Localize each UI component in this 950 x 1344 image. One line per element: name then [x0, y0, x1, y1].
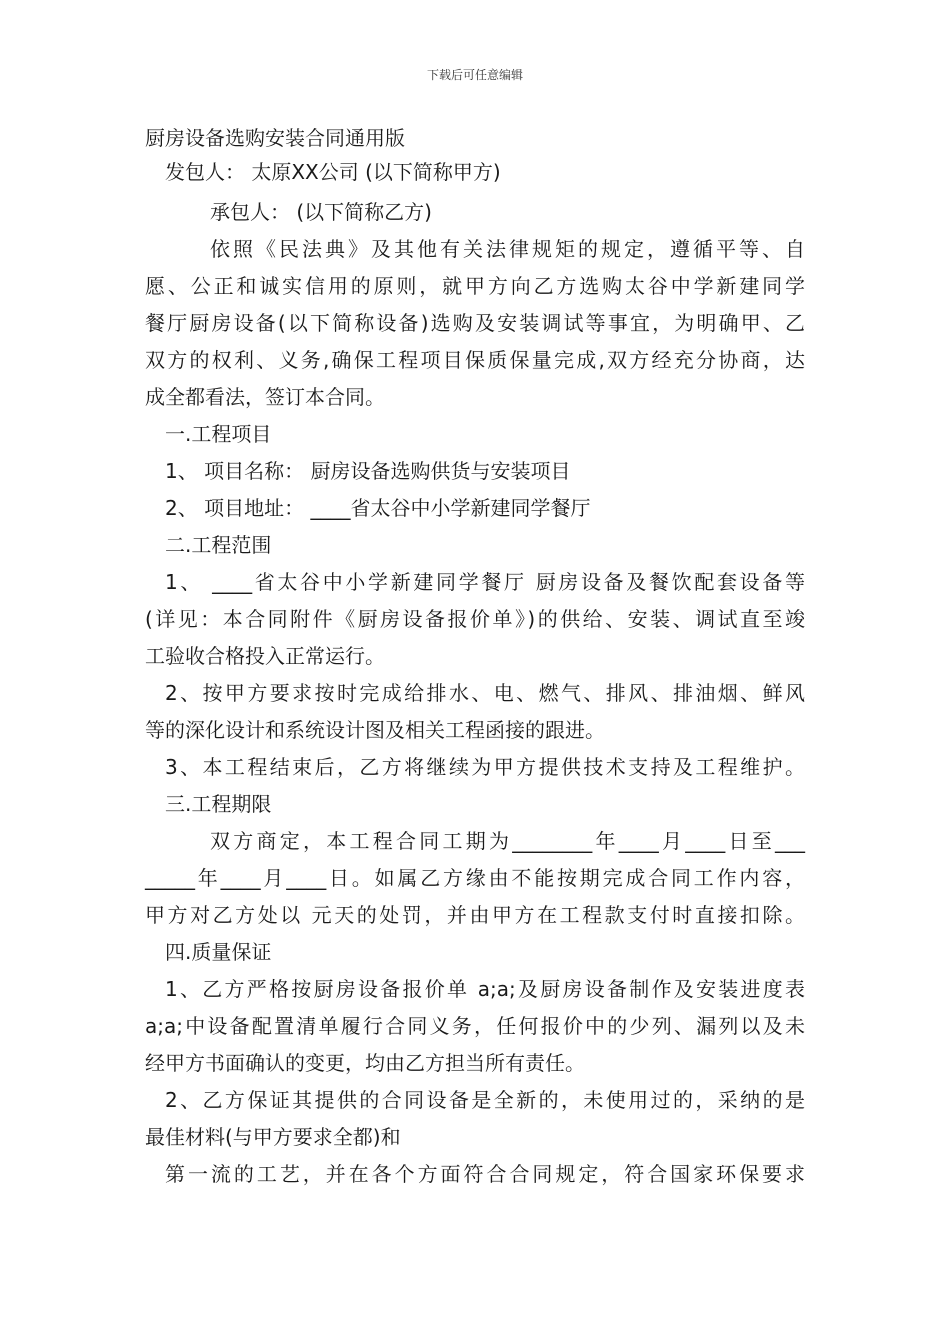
clause-line: 第一流的工艺，并在各个方面符合合同规定，符合国家环保要求: [165, 1162, 805, 1186]
clause-line: 双方商定，本工程合同工期为________年____月____日至___: [210, 829, 805, 853]
clause-line: 1、 项目名称： 厨房设备选购供货与安装项目: [165, 459, 571, 483]
section-heading: 二.工程范围: [165, 533, 272, 557]
section-heading: 三.工程期限: [165, 792, 272, 816]
preamble-line: 愿、公正和诚实信用的原则，就甲方向乙方选购太谷中学新建同学: [145, 274, 805, 298]
clause-line: 甲方对乙方处以 元天的处罚，并由甲方在工程款支付时直接扣除。: [145, 903, 805, 927]
page-header: 下载后可任意编辑: [426, 68, 523, 82]
preamble-line: 餐厅厨房设备(以下简称设备)选购及安装调试等事宜，为明确甲、乙: [145, 311, 805, 335]
clause-line: 2、按甲方要求按时完成给排水、电、燃气、排风、排油烟、鲜风: [165, 681, 805, 705]
document-title: 厨房设备选购安装合同通用版: [145, 126, 405, 150]
clause-line: 最佳材料(与甲方要求全都)和: [145, 1125, 401, 1149]
section-heading: 一.工程项目: [165, 422, 272, 446]
clause-line: 3、本工程结束后，乙方将继续为甲方提供技术支持及工程维护。: [165, 755, 805, 779]
section-heading: 四.质量保证: [165, 940, 272, 964]
clause-line: 2、乙方保证其提供的合同设备是全新的，未使用过的，采纳的是: [165, 1088, 805, 1112]
preamble-line: 成全都看法，签订本合同。: [145, 385, 385, 409]
party-b-line: 承包人： (以下简称乙方): [210, 200, 432, 224]
clause-line: a;a;中设备配置清单履行合同义务，任何报价中的少列、漏列以及未: [145, 1014, 805, 1038]
preamble-line: 依照《民法典》及其他有关法律规矩的规定，遵循平等、自: [210, 237, 805, 261]
clause-line: (详见：本合同附件《厨房设备报价单》)的供给、安装、调试直至竣: [145, 607, 805, 631]
clause-line: 1、 ____省太谷中小学新建同学餐厅 厨房设备及餐饮配套设备等: [165, 570, 805, 594]
party-a-line: 发包人： 太原XX公司 (以下简称甲方): [165, 160, 501, 184]
clause-line: 工验收合格投入正常运行。: [145, 644, 385, 668]
clause-line: 等的深化设计和系统设计图及相关工程函接的跟进。: [145, 718, 605, 742]
clause-line: 经甲方书面确认的变更，均由乙方担当所有责任。: [145, 1051, 585, 1075]
clause-line: _____年____月____日。如属乙方缘由不能按期完成合同工作内容，: [145, 866, 805, 890]
preamble-line: 双方的权利、义务,确保工程项目保质保量完成,双方经充分协商，达: [145, 348, 805, 372]
clause-line: 1、乙方严格按厨房设备报价单 a;a;及厨房设备制作及安装进度表: [165, 977, 805, 1001]
clause-line: 2、 项目地址： ____省太谷中小学新建同学餐厅: [165, 496, 591, 520]
